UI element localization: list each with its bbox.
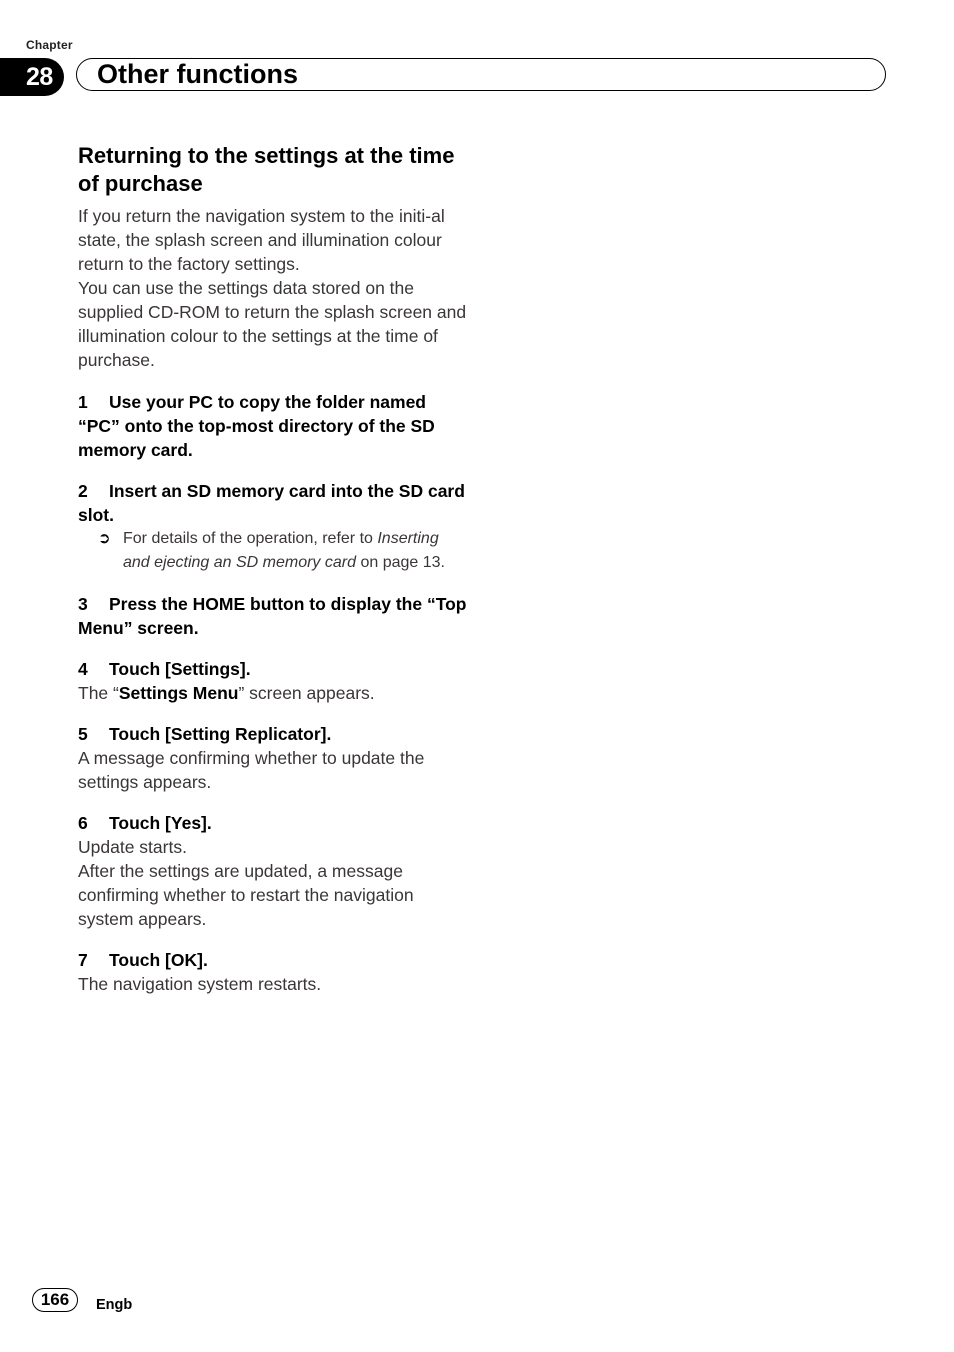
step-text: Touch [Settings]. bbox=[109, 659, 251, 679]
language-code: Engb bbox=[96, 1297, 133, 1313]
step-number: 3 bbox=[78, 594, 88, 614]
step-4-result: The “Settings Menu” screen appears. bbox=[78, 683, 375, 703]
step-number: 7 bbox=[78, 950, 88, 970]
step-7 bbox=[78, 948, 468, 996]
intro-paragraph-2: You can use the settings data stored on the supplied CD-ROM to return the splash screen and illumination colour to the settings at the time of purchase. bbox=[78, 278, 467, 370]
step-5-result: A message confirming whether to update the settings appears. bbox=[78, 748, 425, 792]
settings-menu-name: Settings Menu bbox=[118, 683, 239, 703]
chapter-title-bar bbox=[76, 58, 886, 91]
step-number: 6 bbox=[78, 813, 88, 833]
chapter-number-badge: 28 bbox=[0, 58, 64, 96]
main-content bbox=[78, 142, 468, 996]
step-7-result: The navigation system restarts. bbox=[78, 974, 322, 994]
section-title: Returning to the settings at the time of purchase bbox=[78, 143, 455, 196]
step-number: 2 bbox=[78, 481, 88, 501]
step-number: 4 bbox=[78, 659, 88, 679]
step-text: Touch [OK]. bbox=[109, 950, 208, 970]
step-text: Touch [Setting Replicator]. bbox=[109, 724, 332, 744]
note-suffix: on page 13. bbox=[356, 554, 445, 571]
step-text: Touch [Yes]. bbox=[109, 813, 212, 833]
step-2 bbox=[78, 479, 468, 575]
step-text: Use your PC to copy the folder named “PC” onto the top-most directory of the SD memory card. bbox=[78, 392, 435, 460]
step-text: Insert an SD memory card into the SD card slot. bbox=[78, 481, 465, 525]
step-4 bbox=[78, 657, 468, 705]
note-reference: Inserting and ejecting an SD memory card bbox=[123, 530, 439, 571]
step-6 bbox=[78, 811, 468, 931]
chapter-title: Other functions bbox=[97, 59, 298, 89]
step-6-result-2: After the settings are updated, a message confirming whether to restart the navigation system appears. bbox=[78, 861, 414, 929]
step-3 bbox=[78, 592, 468, 640]
step-6-result-1: Update starts. bbox=[78, 837, 187, 857]
chapter-label: Chapter bbox=[26, 38, 73, 52]
note-prefix: For details of the operation, refer to bbox=[123, 530, 378, 547]
step-text: Press the HOME button to display the “Top Menu” screen. bbox=[78, 594, 467, 638]
intro-paragraph-1: If you return the navigation system to the initi-al state, the splash screen and illumination colour return to the factory settings. bbox=[78, 206, 445, 274]
step-5 bbox=[78, 722, 468, 794]
page-number: 166 bbox=[32, 1288, 78, 1312]
arrow-icon: ➲ bbox=[98, 530, 111, 547]
step-number: 1 bbox=[78, 392, 88, 412]
step-number: 5 bbox=[78, 724, 88, 744]
step-1 bbox=[78, 390, 468, 462]
step-2-note bbox=[78, 527, 468, 575]
